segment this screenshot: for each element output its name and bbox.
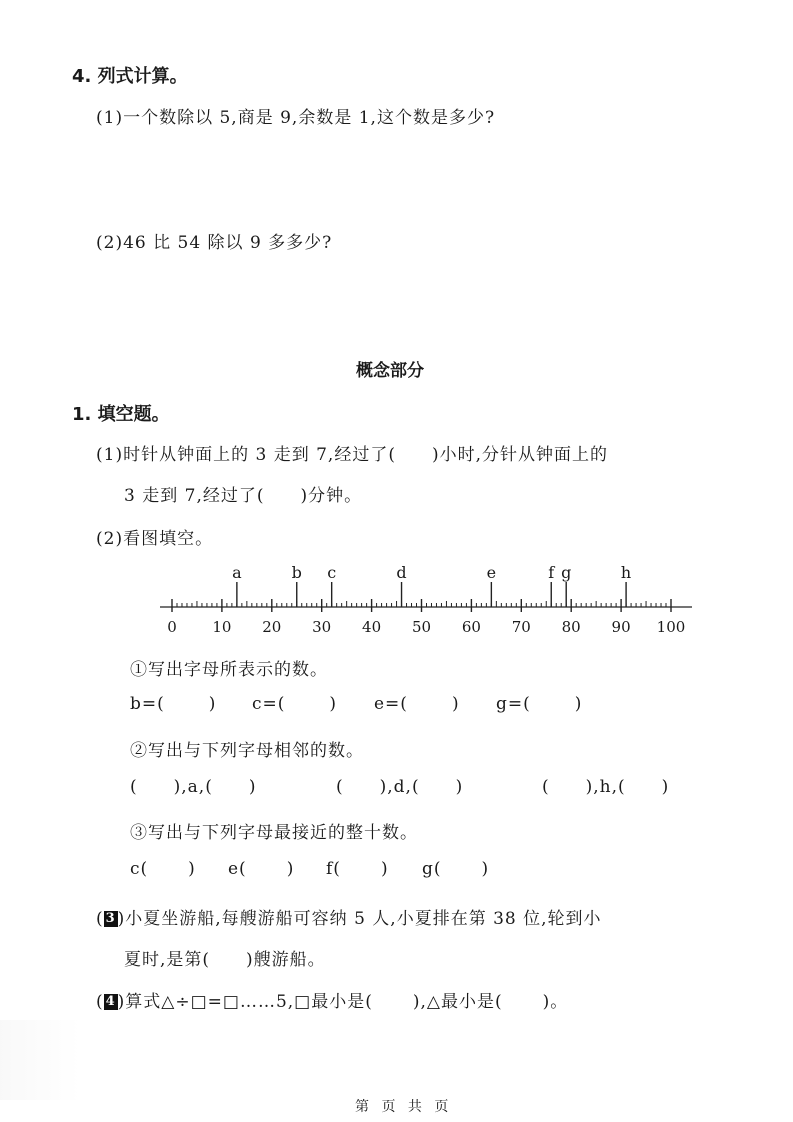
q1-part1-line2 xyxy=(124,481,362,506)
field-label: g=( xyxy=(496,694,531,714)
field-g[interactable] xyxy=(496,694,618,714)
question-4-item-1: (1)一个数除以 5,商是 9,余数是 1,这个数是多少? xyxy=(96,108,496,128)
group-mid: ),d,( xyxy=(379,777,420,797)
group-close: ) xyxy=(661,777,670,797)
field-label: c( xyxy=(130,859,149,879)
neighbors-a[interactable] xyxy=(130,777,336,797)
tick-label: 100 xyxy=(656,618,686,636)
question-1-title: 1. 填空题。 xyxy=(72,404,170,425)
field-label: g( xyxy=(422,859,442,879)
marker-label-a: a xyxy=(232,563,242,582)
q1-part1-text-b: )小时,分针从钟面上的 xyxy=(431,445,609,465)
q1-part1-text-d: )分钟。 xyxy=(300,486,363,506)
q1-part1-text-c: 3 走到 7,经过了( xyxy=(124,486,265,506)
nearest-e[interactable] xyxy=(228,859,326,879)
q1-part3-text-a: 夏时,是第( xyxy=(124,950,211,970)
q1-part1-line1 xyxy=(96,440,608,465)
q1-part4-text-a: )算式△÷□=□……5,□最小是( xyxy=(117,992,373,1012)
q1-part3-line1 xyxy=(96,904,602,929)
nearest-c[interactable] xyxy=(130,859,228,879)
field-label: e( xyxy=(228,859,247,879)
tick-label: 30 xyxy=(312,618,332,636)
field-close: ) xyxy=(208,694,217,714)
neighbors-h[interactable] xyxy=(542,777,742,797)
tick-label: 20 xyxy=(262,618,282,636)
q1-part3-text-b: )艘游船。 xyxy=(246,950,326,970)
nearest-f[interactable] xyxy=(326,859,422,879)
group-open: ( xyxy=(542,777,550,797)
question-4-title: 4. 列式计算。 xyxy=(72,66,188,87)
field-close: ) xyxy=(188,859,196,879)
tick-label: 90 xyxy=(611,618,631,636)
sub1-title: ①写出字母所表示的数。 xyxy=(130,660,328,680)
marker-label-f: f xyxy=(548,563,555,582)
sub3-title: ③写出与下列字母最接近的整十数。 xyxy=(130,823,418,843)
field-label: c=( xyxy=(252,694,286,714)
q1-part3-text: )小夏坐游船,每艘游船可容纳 5 人,小夏排在第 38 位,轮到小 xyxy=(117,909,602,929)
q1-part4-line xyxy=(96,987,568,1012)
group-open: ( xyxy=(336,777,344,797)
field-label: f( xyxy=(326,859,341,879)
tick-label: 40 xyxy=(362,618,382,636)
field-e[interactable] xyxy=(374,694,496,714)
tick-label: 70 xyxy=(511,618,531,636)
q1-part4-text-b: ),△最小是( xyxy=(412,992,503,1012)
number-line-chart xyxy=(150,556,710,638)
field-close: ) xyxy=(451,694,460,714)
marker-label-b: b xyxy=(291,563,302,582)
field-close: ) xyxy=(574,694,583,714)
sub2-title: ②写出与下列字母相邻的数。 xyxy=(130,741,364,761)
tick-label: 80 xyxy=(561,618,581,636)
group-mid: ),h,( xyxy=(585,777,626,797)
field-close: ) xyxy=(380,859,389,879)
marker-label-c: c xyxy=(327,563,337,582)
tick-label: 10 xyxy=(212,618,232,636)
field-c[interactable] xyxy=(252,694,374,714)
field-close: ) xyxy=(481,859,490,879)
sub2-fields xyxy=(130,777,750,797)
q1-part1-text-a: (1)时针从钟面上的 3 走到 7,经过了( xyxy=(96,445,396,465)
group-mid: ),a,( xyxy=(173,777,213,797)
section-title: 概念部分 xyxy=(356,361,424,381)
question-4-item-2: (2)46 比 54 除以 9 多多少? xyxy=(96,233,333,253)
paren-open: ( xyxy=(96,992,104,1012)
q1-part4-text-c: )。 xyxy=(542,992,569,1012)
paren-open: ( xyxy=(96,909,104,929)
number-badge-3: 3 xyxy=(105,911,116,926)
field-label: b=( xyxy=(130,694,165,714)
group-close: ) xyxy=(248,777,257,797)
sub3-fields xyxy=(130,859,730,879)
field-b[interactable] xyxy=(130,694,252,714)
field-label: e=( xyxy=(374,694,408,714)
field-close: ) xyxy=(286,859,295,879)
tick-label: 60 xyxy=(461,618,481,636)
tick-label: 0 xyxy=(167,618,177,636)
scan-shadow xyxy=(0,1020,80,1100)
page-footer: 第 页 共 页 xyxy=(355,1099,453,1115)
marker-label-e: e xyxy=(486,563,497,582)
q1-part3-line2 xyxy=(124,945,326,970)
marker-label-d: d xyxy=(396,563,407,582)
tick-label: 50 xyxy=(411,618,432,636)
q1-part2-label: (2)看图填空。 xyxy=(96,529,214,549)
number-badge-4: 4 xyxy=(105,994,116,1009)
group-close: ) xyxy=(455,777,464,797)
marker-label-h: h xyxy=(620,563,632,582)
nearest-g[interactable] xyxy=(422,859,520,879)
sub1-fields xyxy=(130,694,730,714)
field-close: ) xyxy=(329,694,338,714)
group-open: ( xyxy=(130,777,138,797)
neighbors-d[interactable] xyxy=(336,777,542,797)
marker-label-g: g xyxy=(561,563,572,582)
